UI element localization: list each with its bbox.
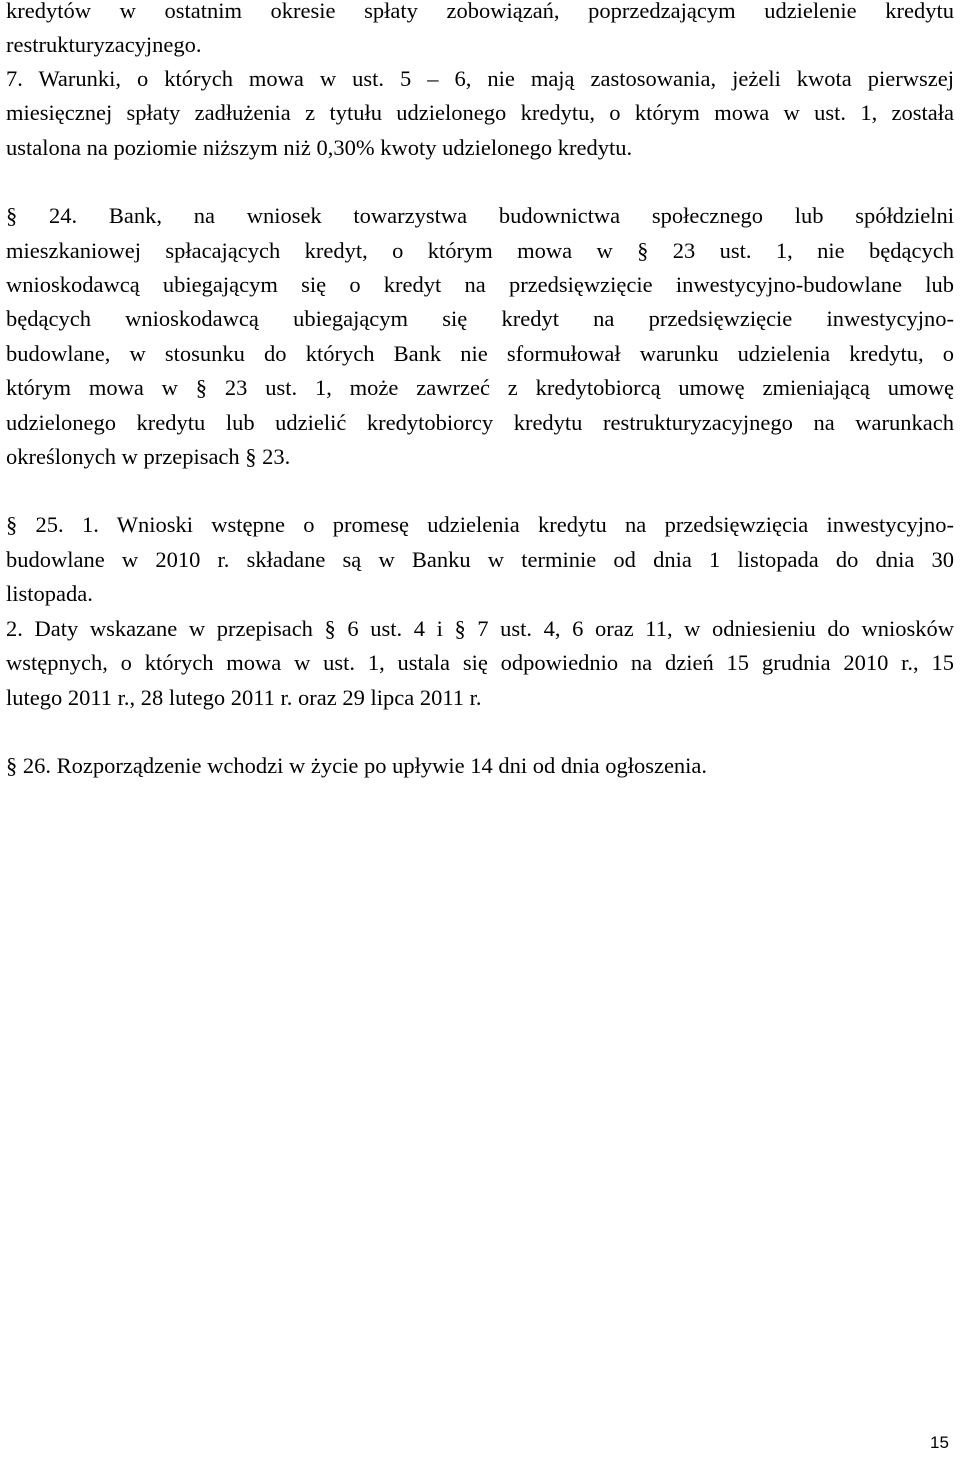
text-line: miesięcznej spłaty zadłużenia z tytułu udzielonego kredytu, o którym mowa w ust. 1, została (6, 100, 954, 125)
text-line: 2. Daty wskazane w przepisach § 6 ust. 4 i § 7 ust. 4, 6 oraz 11, w odniesieniu do wniosków (6, 616, 954, 641)
text-line: którym mowa w § 23 ust. 1, może zawrzeć z kredytobiorcą umowę zmieniającą umowę (6, 375, 954, 400)
text-line: § 25. 1. Wnioski wstępne o promesę udzielenia kredytu na przedsięwzięcia inwestycyjno- (6, 512, 954, 537)
text-line: kredytów w ostatnim okresie spłaty zobowiązań, poprzedzającym udzielenie kredytu (6, 0, 954, 23)
page-number: 15 (930, 1433, 949, 1452)
text-line: będących wnioskodawcą ubiegającym się kredyt na przedsięwzięcie inwestycyjno- (6, 306, 954, 331)
text-line: ustalona na poziomie niższym niż 0,30% kwoty udzielonego kredytu. (6, 135, 633, 160)
text-line: budowlane, w stosunku do których Bank nie sformułował warunku udzielenia kredytu, o (6, 341, 954, 366)
text-line: wstępnych, o których mowa w ust. 1, ustala się odpowiednio na dzień 15 grudnia 2010 r., 15 (6, 650, 954, 675)
text-line: listopada. (6, 581, 93, 606)
text-line: lutego 2011 r., 28 lutego 2011 r. oraz 29 lipca 2011 r. (6, 685, 482, 710)
text-line: określonych w przepisach § 23. (6, 444, 291, 469)
text-line: 7. Warunki, o których mowa w ust. 5 – 6, nie mają zastosowania, jeżeli kwota pierwszej (6, 66, 954, 91)
text-line: wnioskodawcą ubiegającym się o kredyt na przedsięwzięcie inwestycyjno-budowlane lub (6, 272, 954, 297)
text-line: udzielonego kredytu lub udzielić kredytobiorcy kredytu restrukturyzacyjnego na warunkach (6, 410, 954, 435)
text-line: § 26. Rozporządzenie wchodzi w życie po upływie 14 dni od dnia ogłoszenia. (6, 753, 708, 778)
text-line: budowlane w 2010 r. składane są w Banku w terminie od dnia 1 listopada do dnia 30 (6, 547, 954, 572)
text-line: restrukturyzacyjnego. (6, 32, 202, 57)
text-line: § 24. Bank, na wniosek towarzystwa budownictwa społecznego lub spółdzielni (6, 203, 954, 228)
text-line: mieszkaniowej spłacających kredyt, o którym mowa w § 23 ust. 1, nie będących (6, 238, 954, 263)
